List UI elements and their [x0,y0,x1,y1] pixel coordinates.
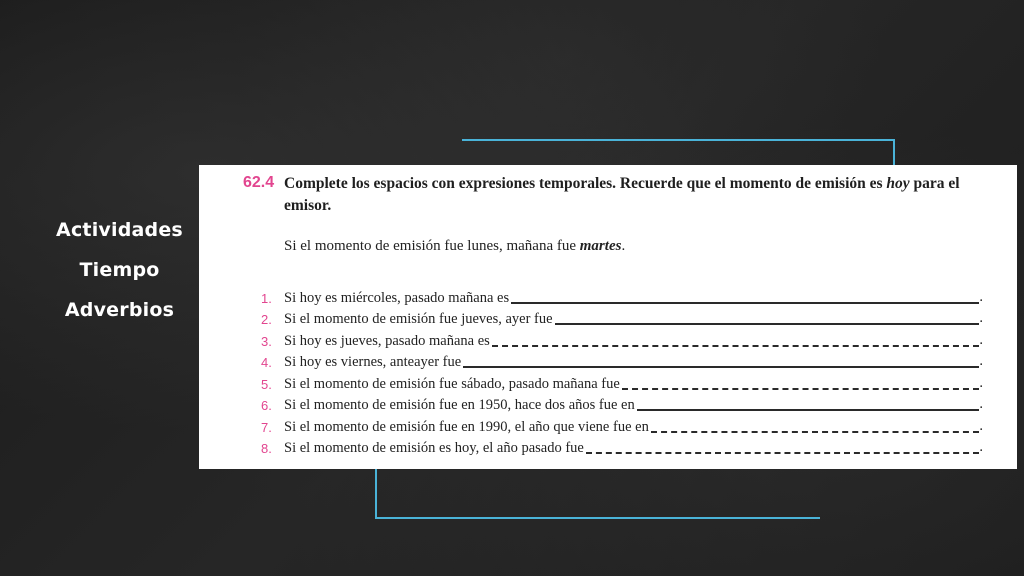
item-end: . [979,331,983,348]
exercise-item [261,307,983,329]
exercise-item [261,350,983,372]
instruction-emphasis: hoy [886,175,910,192]
worksheet-panel [199,165,1017,469]
item-text: Si el momento de emisión fue sábado, pasado mañana fue [284,375,620,392]
exercise-item [261,371,983,393]
exercise-item [261,436,983,458]
exercise-item [261,285,983,307]
item-text: Si el momento de emisión fue en 1990, el año que viene fue en [284,418,649,435]
instruction-text-2: para el emisor. [284,175,960,214]
example-prefix: Si el momento de emisión fue lunes, mañana fue [284,238,580,254]
frame-line-bottom [375,517,820,519]
label-adverbios: Adverbios [64,299,175,321]
example-suffix: . [621,238,626,254]
exercise-number: 62.4 [243,174,275,191]
label-tiempo: Tiempo [79,259,160,281]
item-end: . [979,396,983,412]
answer-blank[interactable] [463,366,979,368]
item-number: 2. [261,312,272,327]
label-actividades: Actividades [56,219,183,241]
answer-blank[interactable] [586,452,980,454]
answer-blank[interactable] [637,409,980,411]
item-end: . [979,353,983,369]
exercise-item [261,393,983,415]
frame-line-top [462,139,894,141]
answer-blank[interactable] [555,323,980,325]
side-labels [52,216,187,325]
exercise-item [261,328,983,350]
item-number: 8. [261,441,272,456]
exercise-items [261,285,983,457]
item-end: . [979,374,983,391]
answer-blank[interactable] [651,431,980,433]
item-number: 1. [261,290,272,306]
exercise-item [261,414,983,436]
item-text: Si hoy es miércoles, pasado mañana es [284,289,510,306]
item-number: 5. [261,376,272,392]
item-text: Si el momento de emisión es hoy, el año pasado fue [284,440,584,456]
item-end: . [979,439,983,455]
item-end: . [979,288,983,305]
exercise-instruction [284,173,994,217]
item-number: 7. [261,419,272,435]
instruction-text-1: Complete los espacios con expresiones temporales. Recuerde que el momento de emisión es [284,175,887,192]
item-number: 4. [261,355,272,370]
exercise-example [284,238,625,255]
item-text: Si el momento de emisión fue en 1950, hace dos años fue en [284,397,635,413]
frame-line-right [893,139,895,167]
answer-blank[interactable] [622,388,980,390]
item-number: 3. [261,333,272,349]
item-text: Si hoy es viernes, anteayer fue [284,354,462,370]
item-text: Si el momento de emisión fue jueves, ayer fue [284,311,553,327]
item-number: 6. [261,398,272,413]
item-text: Si hoy es jueves, pasado mañana es [284,332,490,349]
frame-line-left [375,468,377,519]
answer-blank[interactable] [511,302,979,304]
item-end: . [979,417,983,434]
answer-blank[interactable] [492,345,980,347]
example-answer: martes [579,238,622,254]
item-end: . [979,310,983,326]
